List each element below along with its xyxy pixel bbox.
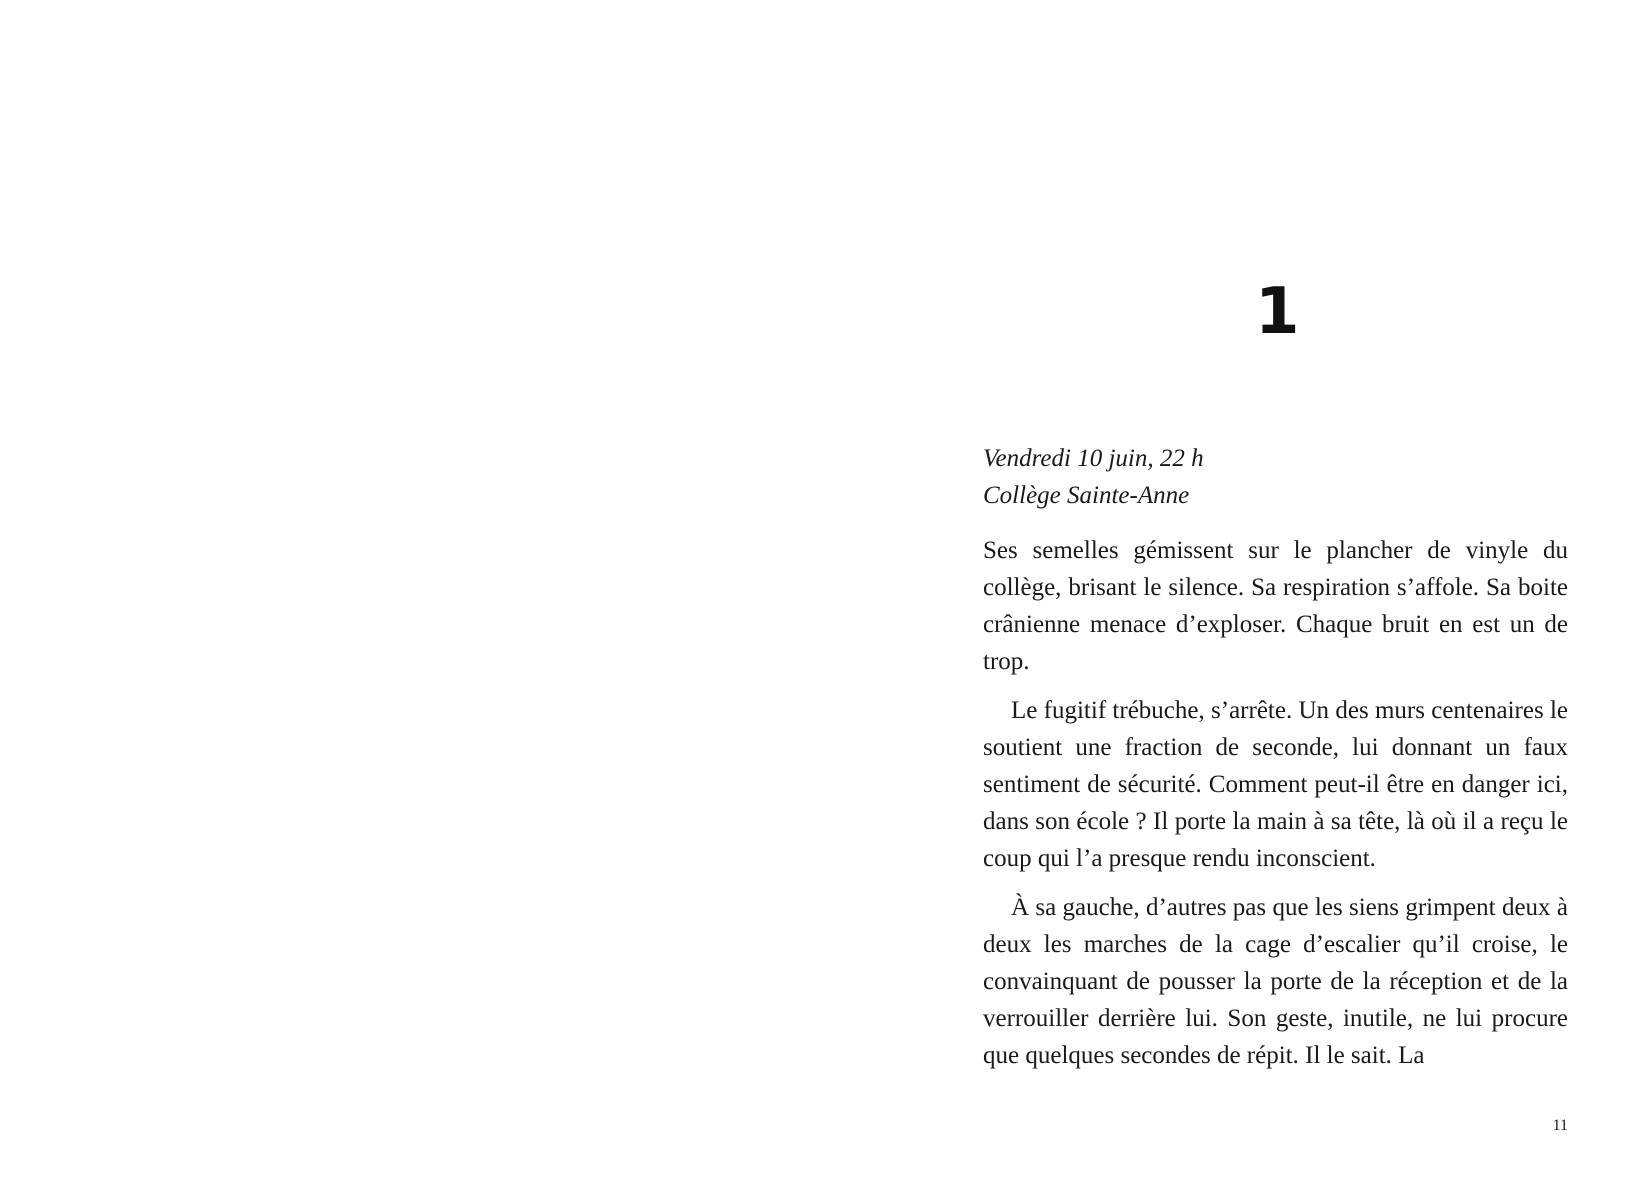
chapter-number: 1 bbox=[1255, 275, 1300, 349]
heading-location: Collège Sainte-Anne bbox=[983, 482, 1190, 509]
paragraph-1: Ses semelles gémissent sur le plancher de vinyle du collège, brisant le silence. Sa respiration s’affole. Sa boite crânienne menace d’exploser. Chaque bruit en est un de trop. bbox=[983, 537, 1568, 675]
chapter-text bbox=[983, 440, 1568, 1086]
page-number: 11 bbox=[1552, 1117, 1568, 1134]
paragraph-3: À sa gauche, d’autres pas que les siens grimpent deux à deux les marches de la cage d’escalier qu’il croise, le convainquant de pousser la porte de la réception et de la verrouiller derrière lui. Son geste, inutile, ne lui procure que quelques secondes de répit. Il le sait. La bbox=[983, 894, 1568, 1069]
paragraph-2: Le fugitif trébuche, s’arrête. Un des murs centenaires le soutient une fraction de seconde, lui donnant un faux sentiment de sécurité. Comment peut-il être en danger ici, dans son école ? Il porte la main à sa tête, là où il a reçu le coup qui l’a presque rendu inconscient. bbox=[983, 697, 1568, 872]
heading-date-time: Vendredi 10 juin, 22 h bbox=[983, 445, 1204, 472]
chapter-heading bbox=[983, 440, 1568, 514]
